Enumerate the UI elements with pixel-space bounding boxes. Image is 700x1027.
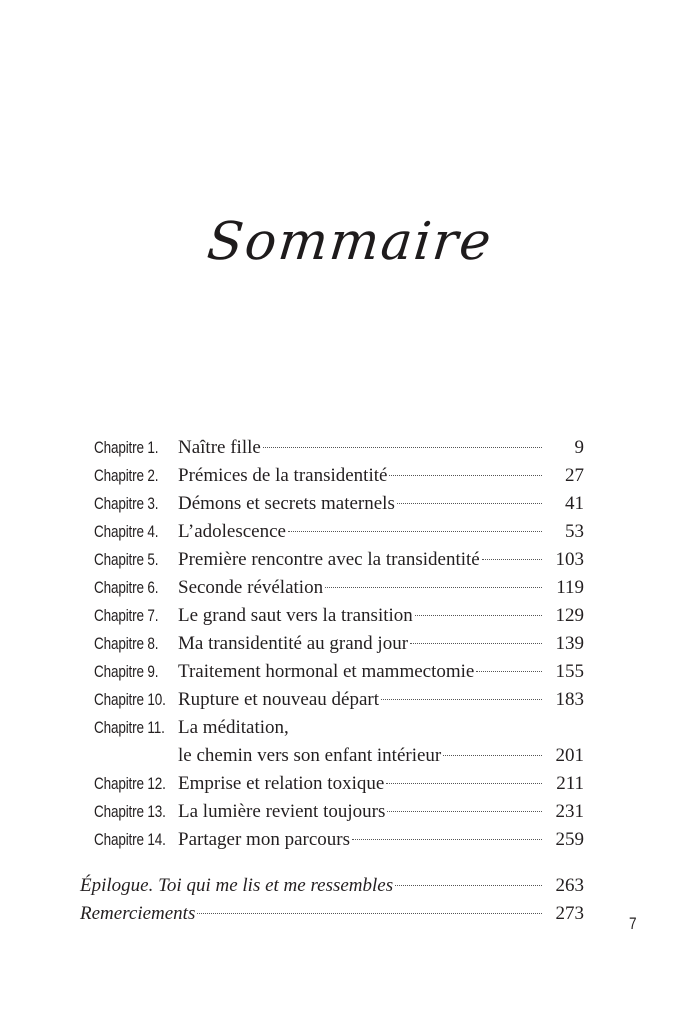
toc-row-chapter-8[interactable] xyxy=(94,630,584,658)
toc-row-epilogue[interactable] xyxy=(80,872,584,900)
section-spacer xyxy=(94,854,584,872)
chapter-label: Chapitre 1. xyxy=(94,439,159,457)
chapter-title: Emprise et relation toxique xyxy=(178,773,385,794)
chapter-label: Chapitre 3. xyxy=(94,495,159,513)
dot-leader xyxy=(410,643,542,644)
toc-row-acknowledgements[interactable] xyxy=(80,900,584,928)
chapter-label: Chapitre 9. xyxy=(94,663,159,681)
page-number: 119 xyxy=(556,577,584,598)
toc-row-chapter-7[interactable] xyxy=(94,602,584,630)
dot-leader xyxy=(381,699,542,700)
chapter-title-line-1: La méditation, xyxy=(178,717,289,738)
page-number: 259 xyxy=(555,829,584,850)
chapter-label: Chapitre 7. xyxy=(94,607,159,625)
toc-row-chapter-14[interactable] xyxy=(94,826,584,854)
page-title: Sommaire xyxy=(204,212,496,272)
toc-row-chapter-9[interactable] xyxy=(94,658,584,686)
dot-leader xyxy=(387,811,542,812)
dot-leader xyxy=(482,559,542,560)
chapter-label: Chapitre 14. xyxy=(94,831,166,849)
dot-leader xyxy=(415,615,542,616)
chapter-title: La lumière revient toujours xyxy=(178,801,386,822)
dot-leader xyxy=(352,839,542,840)
folio-page-number: 7 xyxy=(628,914,637,933)
chapter-title: Partager mon parcours xyxy=(178,829,350,850)
acknowledgements-title: Remerciements xyxy=(80,903,196,924)
chapter-label: Chapitre 12. xyxy=(94,775,166,793)
page-number: 201 xyxy=(555,745,584,766)
chapter-title: Démons et secrets maternels xyxy=(178,493,395,514)
dot-leader xyxy=(288,531,542,532)
chapter-title: Prémices de la transidentité xyxy=(178,465,388,486)
toc-row-chapter-10[interactable] xyxy=(94,686,584,714)
toc-row-chapter-1[interactable] xyxy=(94,434,584,462)
chapter-title: Le grand saut vers la transition xyxy=(178,605,413,626)
page-number: 53 xyxy=(565,521,584,542)
chapter-title: Première rencontre avec la transidentité xyxy=(178,549,480,570)
table-of-contents xyxy=(80,434,584,928)
page-number: 103 xyxy=(555,549,584,570)
chapter-title: Seconde révélation xyxy=(178,577,324,598)
page-number: 41 xyxy=(565,493,584,514)
page-number: 139 xyxy=(555,633,584,654)
page-number: 231 xyxy=(555,801,584,822)
toc-row-chapter-11[interactable] xyxy=(94,714,584,770)
page-number: 211 xyxy=(556,773,584,794)
toc-row-chapter-3[interactable] xyxy=(94,490,584,518)
dot-leader xyxy=(476,671,542,672)
chapter-title: Traitement hormonal et mammectomie xyxy=(178,661,475,682)
page-number: 9 xyxy=(574,437,584,458)
page-number: 263 xyxy=(555,875,584,896)
dot-leader xyxy=(395,885,542,886)
toc-row-chapter-6[interactable] xyxy=(94,574,584,602)
dot-leader xyxy=(443,755,542,756)
chapter-label: Chapitre 13. xyxy=(94,803,166,821)
dot-leader xyxy=(389,475,542,476)
chapter-label: Chapitre 6. xyxy=(94,579,159,597)
chapter-label: Chapitre 11. xyxy=(94,719,165,737)
toc-row-chapter-13[interactable] xyxy=(94,798,584,826)
toc-row-chapter-4[interactable] xyxy=(94,518,584,546)
chapter-label: Chapitre 2. xyxy=(94,467,159,485)
page-number: 155 xyxy=(555,661,584,682)
page-number: 183 xyxy=(555,689,584,710)
chapter-title-line-2: le chemin vers son enfant intérieur xyxy=(178,745,442,766)
chapter-label: Chapitre 8. xyxy=(94,635,159,653)
epilogue-title: Épilogue. Toi qui me lis et me ressembles xyxy=(80,875,394,896)
chapter-title: L’adolescence xyxy=(178,521,286,542)
dot-leader xyxy=(386,783,542,784)
chapter-title: Naître fille xyxy=(178,437,261,458)
dot-leader xyxy=(325,587,542,588)
chapter-title: Ma transidentité au grand jour xyxy=(178,633,409,654)
chapter-label: Chapitre 10. xyxy=(94,691,166,709)
chapter-title: Rupture et nouveau départ xyxy=(178,689,380,710)
toc-row-chapter-12[interactable] xyxy=(94,770,584,798)
toc-row-chapter-2[interactable] xyxy=(94,462,584,490)
dot-leader xyxy=(263,447,542,448)
chapter-label: Chapitre 4. xyxy=(94,523,159,541)
page-number: 129 xyxy=(555,605,584,626)
chapter-label: Chapitre 5. xyxy=(94,551,159,569)
page-number: 27 xyxy=(565,465,584,486)
page-number: 273 xyxy=(555,903,584,924)
dot-leader xyxy=(397,503,542,504)
dot-leader xyxy=(197,913,542,914)
toc-row-chapter-5[interactable] xyxy=(94,546,584,574)
